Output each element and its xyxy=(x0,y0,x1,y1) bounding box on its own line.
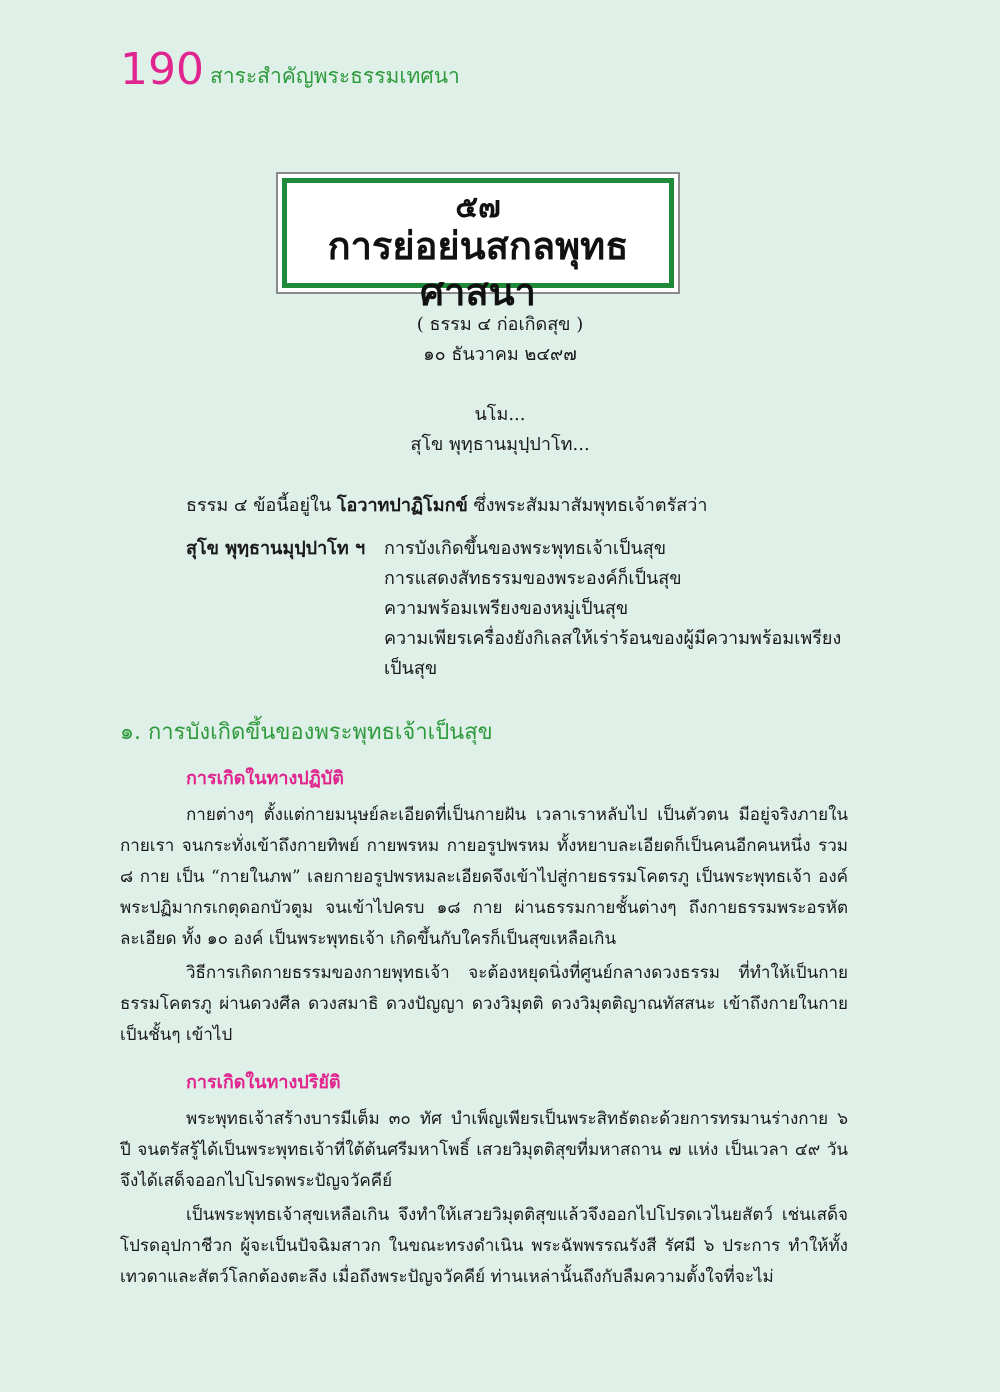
verse-line: การบังเกิดขึ้นของพระพุทธเจ้าเป็นสุข xyxy=(384,538,667,559)
verse-line: ความเพียรเครื่องยังกิเลสให้เร่าร้อนของผู้มีความพร้อมเพรียง xyxy=(384,628,842,649)
section-1-heading: ๑. การบังเกิดขึ้นของพระพุทธเจ้าเป็นสุข xyxy=(120,720,493,745)
paragraph-scripture-2: เป็นพระพุทธเจ้าสุขเหลือเกิน จึงทำให้เสวยวิมุตติสุขแล้วจึงออกไปโปรดเวไนยสัตว์ เช่นเสด็จโปรดอุปกาชีวก ผู้จะเป็นปัจฉิมสาวก ในขณะทรงดำเนิน พระฉัพพรรณรังสี รัศมี ๖ ประการ ทำให้ทั้งเทวดาและสัตว์โลกต้องตะลึง เมื่อถึงพระปัญจวัคคีย์ ท่านเหล่านั้นถึงกับลืมความตั้งใจที่จะไม่ xyxy=(120,1205,848,1287)
subsection-scripture-heading: การเกิดในทางปริยัติ xyxy=(186,1072,341,1093)
intro-suffix: ซึ่งพระสัมมาสัมพุทธเจ้าตรัสว่า xyxy=(467,495,708,516)
verse-line: เป็นสุข xyxy=(384,658,438,679)
verse-label: สุโข พุทฺธานมุปฺปาโท ฯ xyxy=(186,538,366,559)
page-number: 190 xyxy=(120,44,204,95)
subtitle-dhamma: ( ธรรม ๔ ก่อเกิดสุข ) xyxy=(416,314,584,335)
verse-line: การแสดงสัทธรรมของพระองค์ก็เป็นสุข xyxy=(384,568,682,589)
invocation-verse: สุโข พุทฺธานมุปฺปาโท... xyxy=(410,434,590,455)
chapter-title: การย่อย่นสกลพุทธศาสนา xyxy=(327,224,629,314)
intro-line xyxy=(186,497,707,515)
running-title: สาระสำคัญพระธรรมเทศนา xyxy=(210,64,460,88)
paragraph-practice-1: กายต่างๆ ตั้งแต่กายมนุษย์ละเอียดที่เป็นกายฝัน เวลาเราหลับไป เป็นตัวตน มีอยู่จริงภายในกายเรา จนกระทั่งเข้าถึงกายทิพย์ กายพรหม กายอรูปพรหม ทั้งหยาบละเอียดก็เป็นคนอีกคนหนึ่ง รวม ๘ กาย เป็น “กายในภพ” เลยกายอรูปพรหมละเอียดจึงเข้าไปสู่กายธรรมโคตรภู เป็นพระพุทธเจ้า องค์พระปฏิมากรเกตุดอกบัวตูม จนเข้าไปครบ ๑๘ กาย ผ่านธรรมกายชั้นต่างๆ ถึงกายธรรมพระอรหัตละเอียด ทั้ง ๑๐ องค์ เป็นพระพุทธเจ้า เกิดขึ้นกับใครก็เป็นสุขเหลือเกิน xyxy=(120,805,848,949)
chapter-title-frame xyxy=(282,178,674,314)
subtitle-date: ๑๐ ธันวาคม ๒๔๙๗ xyxy=(423,344,577,365)
subsection-practice-heading: การเกิดในทางปฏิบัติ xyxy=(186,768,344,789)
paragraph-practice-2: วิธีการเกิดกายธรรมของกายพุทธเจ้า จะต้องหยุดนิ่งที่ศูนย์กลางดวงธรรม ที่ทำให้เป็นกายธรรมโคตรภู ผ่านดวงศีล ดวงสมาธิ ดวงปัญญา ดวงวิมุตติ ดวงวิมุตติญาณทัสสนะ เข้าถึงกายในกายเป็นชั้นๆ เข้าไป xyxy=(120,963,848,1045)
intro-prefix: ธรรม ๔ ข้อนี้อยู่ใน xyxy=(186,495,337,516)
chapter-number: ๕๗ xyxy=(455,190,501,225)
verse-line: ความพร้อมเพรียงของหมู่เป็นสุข xyxy=(384,598,629,619)
paragraph-scripture-1: พระพุทธเจ้าสร้างบารมีเต็ม ๓๐ ทัศ บำเพ็ญเพียรเป็นพระสิทธัตถะด้วยการทรมานร่างกาย ๖ ปี จนตรัสรู้ได้เป็นพระพุทธเจ้าที่ใต้ต้นศรีมหาโพธิ์ เสวยวิมุตติสุขที่มหาสถาน ๗ แห่ง เป็นเวลา ๔๙ วัน จึงได้เสด็จออกไปโปรดพระปัญจวัคคีย์ xyxy=(120,1109,848,1191)
invocation-namo: นโม... xyxy=(474,404,526,425)
intro-bold-term: โอวาทปาฏิโมกข์ xyxy=(336,495,468,516)
chapter-title-box xyxy=(276,172,680,314)
